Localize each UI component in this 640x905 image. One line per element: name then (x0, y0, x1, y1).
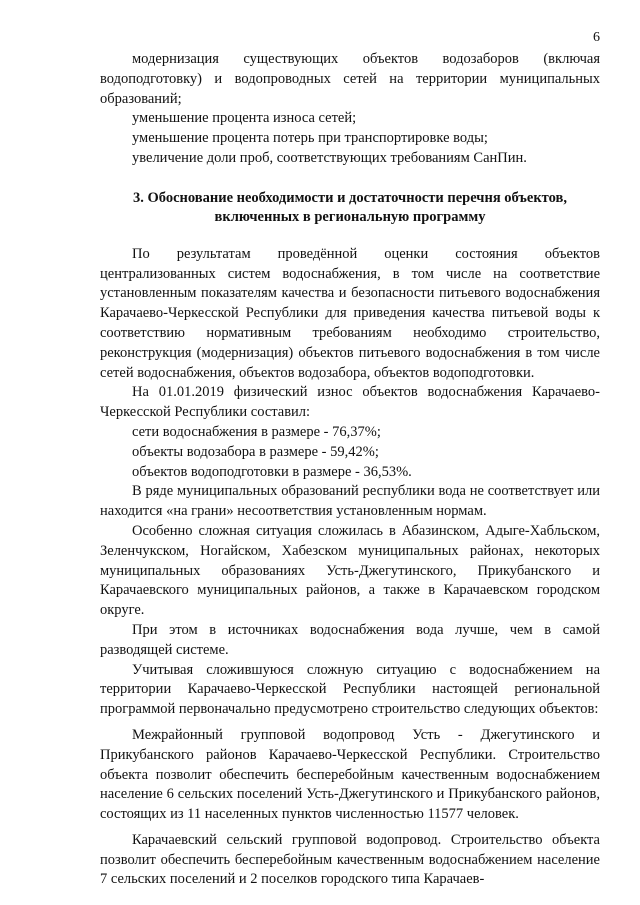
intro-line-3: уменьшение процента потерь при транспортировке воды; (132, 130, 488, 147)
page-number: 6 (593, 30, 600, 45)
paragraph-wear-intro: На 01.01.2019 физический износ объектов водоснабжения Карачаево-Черкесской Республики составил: (100, 384, 600, 421)
intro-line-4: увеличение доли проб, соответствующих требованиям СанПин. (132, 149, 527, 166)
paragraph-districts: Особенно сложная ситуация сложилась в Абазинском, Адыге-Хабльском, Зеленчукском, Ногайском, Хабезском муниципальных районах, некоторых муниципальных образованиях Усть-Джегутинского, Прикубанского и Карачаевского муниципальных районов, а также в Карачаевском городском округе. (100, 522, 600, 619)
intro-line-1: модернизация существующих объектов водозаборов (включая водоподготовку) и водопроводных сетей на территории муниципальных образований; (100, 51, 600, 107)
paragraph-sources: При этом в источниках водоснабжения вода лучше, чем в самой разводящей системе. (100, 621, 600, 658)
paragraph-karachaevsky-pipeline: Карачаевский сельский групповой водопровод. Строительство объекта позволит обеспечить бесперебойным качественным водоснабжением население 7 сельских поселений и 2 поселков городского типа Карачаев- (100, 831, 600, 888)
wear-item-intake: объекты водозабора в размере - 59,42%; (132, 443, 379, 460)
paragraph-water-quality: В ряде муниципальных образований республики вода не соответствует или находится «на грани» несоответствия установленным нормам. (100, 483, 600, 520)
section-heading: 3. Обоснование необходимости и достаточности перечня объектов, включенных в региональную программу (133, 189, 567, 225)
paragraph-assessment: По результатам проведённой оценки состояния объектов централизованных систем водоснабжения, в том числе на соответствие установленным показателям качества и безопасности питьевого водоснабжения Карачаево-Черкесской Республики для приведения качества питьевой воды к соответствию нормативным требованиям необходимо строительство, реконструкция (модернизация) объектов питьевого водоснабжения в том числе сетей водоснабжения, объектов водозабора, объектов водоподготовки. (100, 245, 600, 381)
document-body (100, 50, 600, 890)
wear-item-treatment: объектов водоподготовки в размере - 36,53%. (132, 463, 412, 480)
paragraph-interdistrict-pipeline: Межрайонный групповой водопровод Усть - Джегутинского и Прикубанского районов Карачаево-Черкесской Республики. Строительство объекта позволит обеспечить бесперебойным качественным водоснабжением население 6 сельских поселений Усть-Джегутинского и Прикубанского районов, состоящих из 11 населенных пунктов численностью 11577 человек. (100, 726, 600, 823)
wear-item-networks: сети водоснабжения в размере - 76,37%; (132, 423, 381, 440)
paragraph-program: Учитывая сложившуюся сложную ситуацию с водоснабжением на территории Карачаево-Черкесской Республики настоящей региональной программой первоначально предусмотрено строительство следующих объектов: (100, 661, 600, 718)
intro-line-2: уменьшение процента износа сетей; (132, 110, 357, 127)
